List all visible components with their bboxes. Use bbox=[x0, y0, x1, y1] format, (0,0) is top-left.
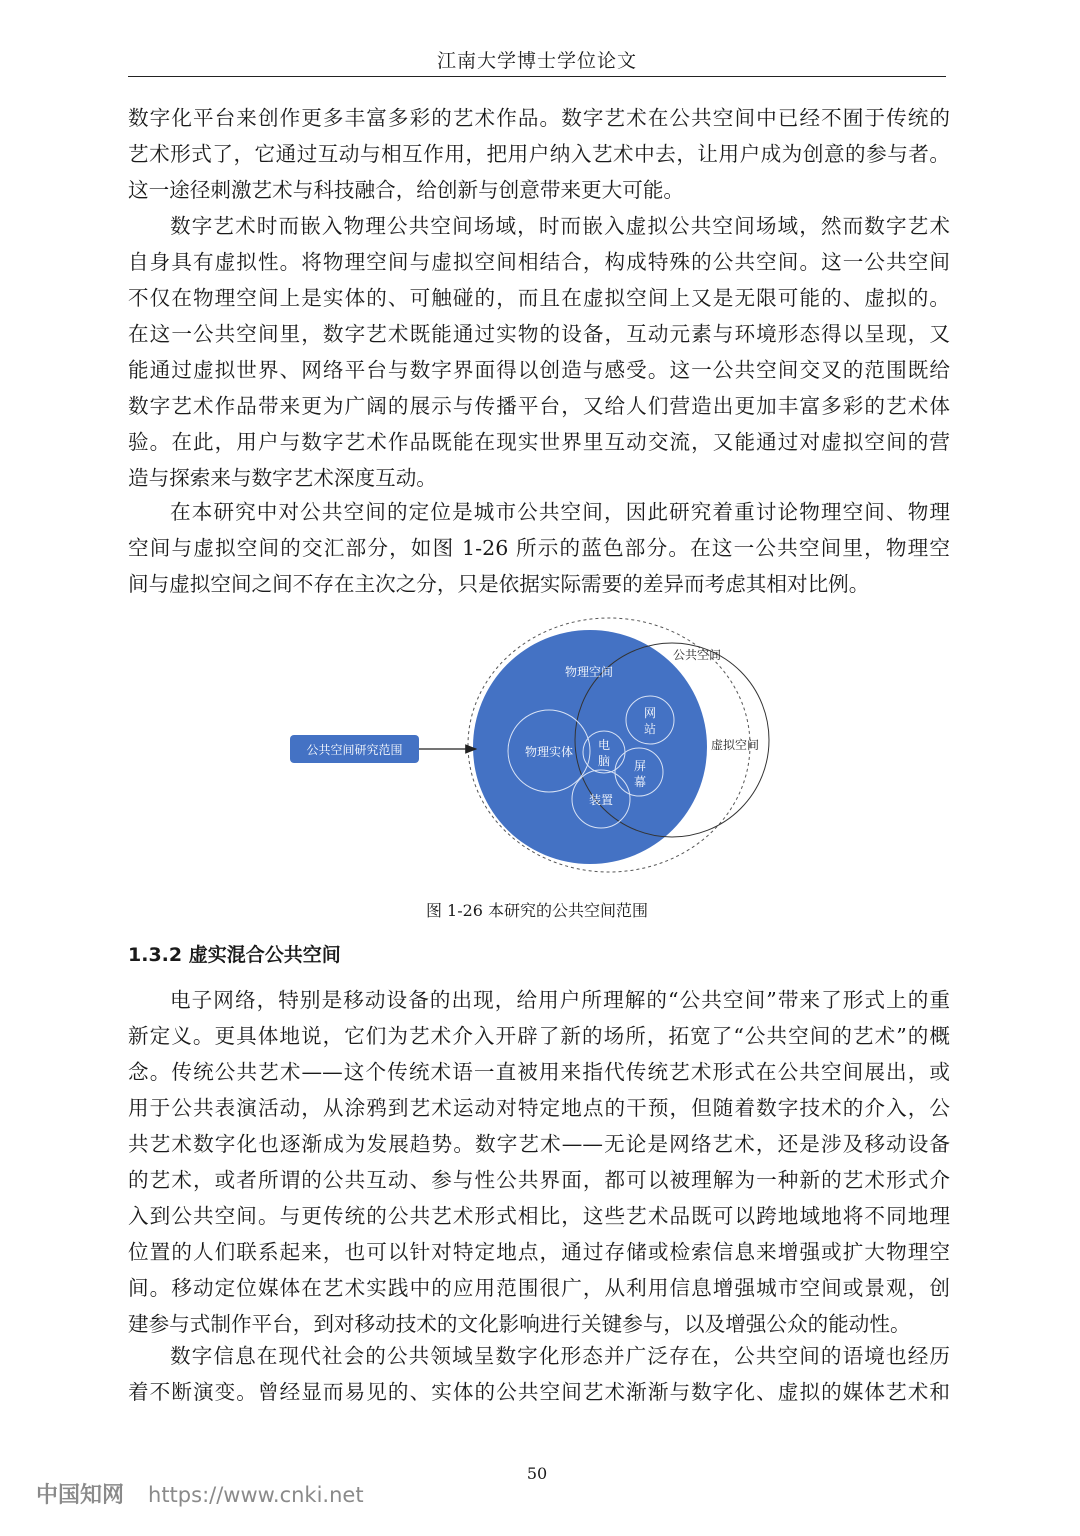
website-label-2: 站 bbox=[643, 722, 657, 736]
physical-space-label: 物理空间 bbox=[564, 665, 614, 679]
text-line: 着不断演变。曾经显而易见的、实体的公共空间艺术渐渐与数字化、虚拟的媒体艺术和 bbox=[128, 1380, 950, 1404]
running-header: 江南大学博士学位论文 bbox=[436, 50, 637, 72]
page-number: 50 bbox=[526, 1464, 548, 1483]
virtual-space-label: 虚拟空间 bbox=[710, 738, 760, 752]
watermark-site: 中国知网 bbox=[36, 1483, 125, 1508]
text-line: 的艺术，或者所谓的公共互动、参与性公共界面，都可以被理解为一种新的艺术形式介 bbox=[128, 1168, 950, 1192]
text-line: 建参与式制作平台，到对移动技术的文化影响进行关键参与，以及增强公众的能动性。 bbox=[128, 1312, 911, 1336]
text-line: 共艺术数字化也逐渐成为发展趋势。数字艺术——无论是网络艺术，还是涉及移动设备 bbox=[128, 1132, 950, 1156]
text-line: 在这一公共空间里，数字艺术既能通过实物的设备，互动元素与环境形态得以呈现，又 bbox=[128, 322, 950, 346]
screen-label-1: 屏 bbox=[633, 759, 647, 773]
paragraph-3 bbox=[128, 494, 950, 602]
paragraph-5 bbox=[128, 1338, 950, 1410]
cnki-watermark bbox=[36, 1478, 364, 1509]
venn-diagram bbox=[280, 614, 800, 874]
watermark-url[interactable]: https://www.cnki.net bbox=[148, 1483, 364, 1507]
text-line: 间。移动定位媒体在艺术实践中的应用范围很广，从利用信息增强城市空间或景观，创 bbox=[128, 1276, 950, 1300]
text-line: 间与虚拟空间之间不存在主次之分，只是依据实际需要的差异而考虑其相对比例。 bbox=[128, 572, 870, 596]
computer-label-2: 脑 bbox=[597, 754, 611, 768]
website-label-1: 网 bbox=[643, 706, 657, 720]
figure-caption: 图 1-26 本研究的公共空间范围 bbox=[425, 901, 649, 920]
text-line: 这一途径刺激艺术与科技融合，给创新与创意带来更大可能。 bbox=[128, 178, 685, 202]
text-line: 自身具有虚拟性。将物理空间与虚拟空间相结合，构成特殊的公共空间。这一公共空间 bbox=[128, 250, 950, 274]
text-line: 造与探索来与数字艺术深度互动。 bbox=[128, 466, 437, 490]
text-line: 入到公共空间。与更传统的公共艺术形式相比，这些艺术品既可以跨地域地将不同地理 bbox=[128, 1204, 950, 1228]
figure-public-space-scope bbox=[280, 614, 800, 874]
physical-entity-label: 物理实体 bbox=[524, 745, 574, 759]
text-line: 用于公共表演活动，从涂鸦到艺术运动对特定地点的干预，但随着数字技术的介入，公 bbox=[128, 1096, 950, 1120]
text-line: 空间与虚拟空间的交汇部分，如图 1-26 所示的蓝色部分。在这一公共空间里，物理空 bbox=[128, 536, 950, 560]
text-line: 在本研究中对公共空间的定位是城市公共空间，因此研究着重讨论物理空间、物理 bbox=[170, 500, 950, 524]
screen-label-2: 幕 bbox=[633, 775, 647, 789]
paragraph-1 bbox=[128, 100, 950, 208]
research-scope-label: 公共空间研究范围 bbox=[306, 743, 403, 757]
text-line: 艺术形式了，它通过互动与相互作用，把用户纳入艺术中去，让用户成为创意的参与者。 bbox=[128, 142, 950, 166]
public-space-label: 公共空间 bbox=[672, 648, 722, 662]
text-line: 电子网络，特别是移动设备的出现，给用户所理解的“公共空间”带来了形式上的重 bbox=[170, 988, 950, 1012]
paragraph-2 bbox=[128, 208, 950, 496]
text-line: 数字艺术时而嵌入物理公共空间场域，时而嵌入虚拟公共空间场域，然而数字艺术 bbox=[170, 214, 950, 238]
text-line: 数字艺术作品带来更为广阔的展示与传播平台，又给人们营造出更加丰富多彩的艺术体 bbox=[128, 394, 950, 418]
text-line: 能通过虚拟世界、网络平台与数字界面得以创造与感受。这一公共空间交叉的范围既给 bbox=[128, 358, 950, 382]
text-line: 念。传统公共艺术——这个传统术语一直被用来指代传统艺术形式在公共空间展出，或 bbox=[128, 1060, 950, 1084]
text-line: 数字化平台来创作更多丰富多彩的艺术作品。数字艺术在公共空间中已经不囿于传统的 bbox=[128, 106, 950, 130]
paragraph-4 bbox=[128, 982, 950, 1342]
computer-label-1: 电 bbox=[597, 738, 611, 752]
text-line: 不仅在物理空间上是实体的、可触碰的，而且在虚拟空间上又是无限可能的、虚拟的。 bbox=[128, 286, 950, 310]
device-label: 装置 bbox=[588, 793, 614, 807]
header-rule bbox=[128, 76, 946, 77]
text-line: 数字信息在现代社会的公共领域呈数字化形态并广泛存在，公共空间的语境也经历 bbox=[170, 1344, 950, 1368]
section-heading: 1.3.2 虚实混合公共空间 bbox=[128, 944, 341, 966]
text-line: 新定义。更具体地说，它们为艺术介入开辟了新的场所，拓宽了“公共空间的艺术”的概 bbox=[128, 1024, 950, 1048]
text-line: 位置的人们联系起来，也可以针对特定地点，通过存储或检索信息来增强或扩大物理空 bbox=[128, 1240, 950, 1264]
text-line: 验。在此，用户与数字艺术作品既能在现实世界里互动交流，又能通过对虚拟空间的营 bbox=[128, 430, 950, 454]
